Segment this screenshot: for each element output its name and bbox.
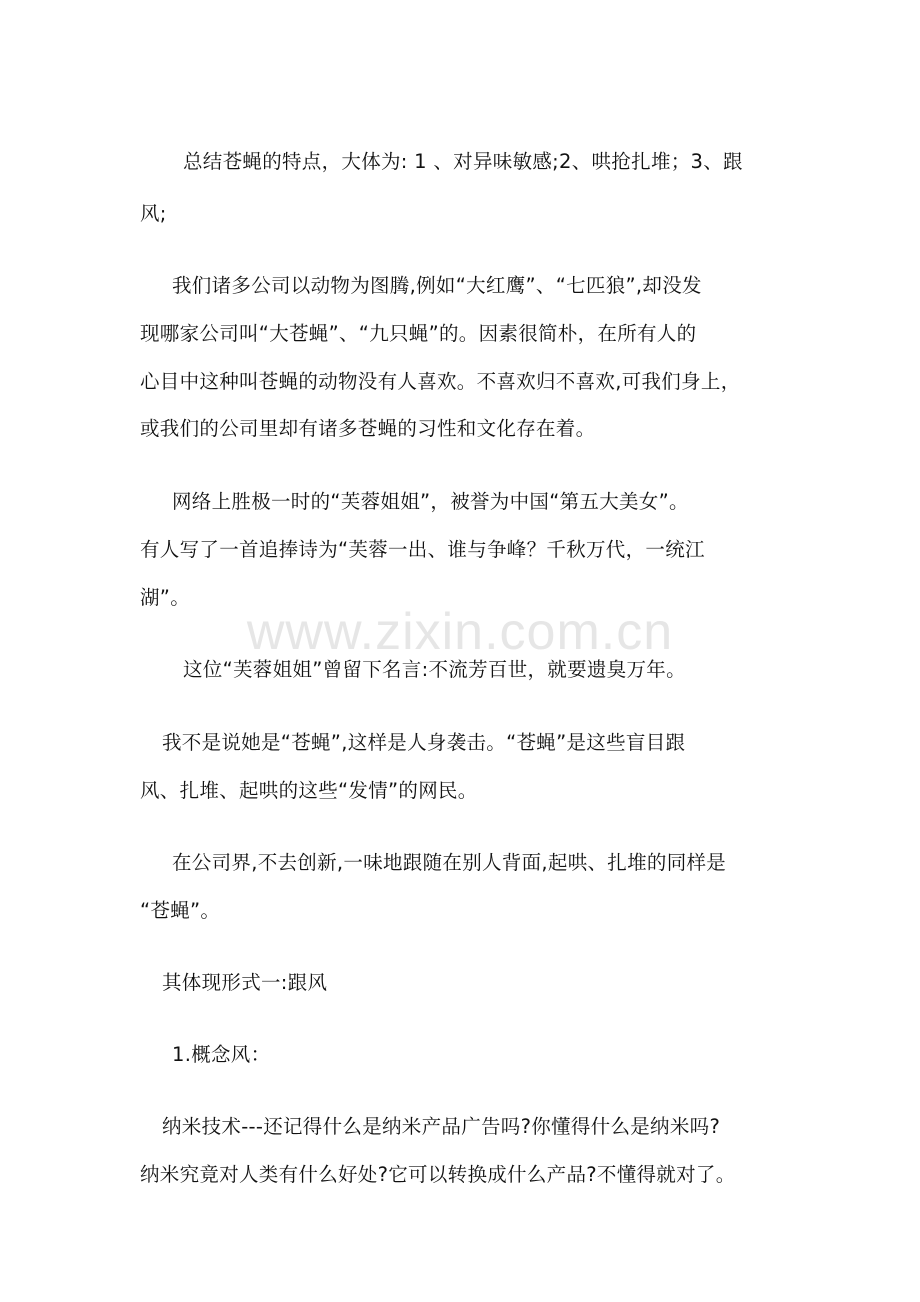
paragraph-line: 湖”。	[140, 586, 191, 609]
paragraph-line: 这位“芙蓉姐姐”曾留下名言:不流芳百世，就要遗臭万年。	[183, 658, 686, 681]
paragraph-line: 纳米究竟对人类有什么好处?它可以转换成什么产品?不懂得就对了。	[140, 1163, 736, 1186]
paragraph-line: 有人写了一首追捧诗为“芙蓉一出、谁与争峰？千秋万代，一统江	[140, 538, 705, 561]
paragraph-line: 在公司界,不去创新,一味地跟随在别人背面,起哄、扎堆的同样是	[172, 851, 727, 874]
paragraph-line: 我们诸多公司以动物为图腾,例如“大红鹰”、“七匹狼”,却没发	[172, 274, 702, 297]
paragraph-line: 风;	[140, 202, 167, 225]
paragraph-line: 风、扎堆、起哄的这些“发情”的网民。	[140, 779, 478, 802]
paragraph-line: 纳米技术---还记得什么是纳米产品广告吗?你懂得什么是纳米吗?	[162, 1115, 721, 1138]
paragraph-line: 网络上胜极一时的“芙蓉姐姐”，被誉为中国“第五大美女”。	[172, 490, 689, 513]
watermark-text: www.zixin.com.cn	[246, 603, 674, 661]
paragraph-line: 心目中这种叫苍蝇的动物没有人喜欢。不喜欢归不喜欢,可我们身上，	[140, 370, 741, 393]
paragraph-line: 总结苍蝇的特点，大体为: 1 、对异味敏感;2、哄抢扎堆；3、跟	[183, 150, 743, 173]
paragraph-line: 现哪家公司叫“大苍蝇”、“九只蝇”的。因素很简朴，在所有人的	[140, 322, 697, 345]
paragraph-line: 或我们的公司里却有诸多苍蝇的习性和文化存在着。	[140, 417, 596, 440]
paragraph-line: 我不是说她是“苍蝇”,这样是人身袭击。“苍蝇”是这些盲目跟	[162, 731, 686, 754]
subsection-heading: 1.概念风：	[172, 1043, 271, 1066]
section-heading: 其体现形式一:跟风	[162, 971, 328, 994]
paragraph-line: “苍蝇”。	[140, 899, 221, 922]
